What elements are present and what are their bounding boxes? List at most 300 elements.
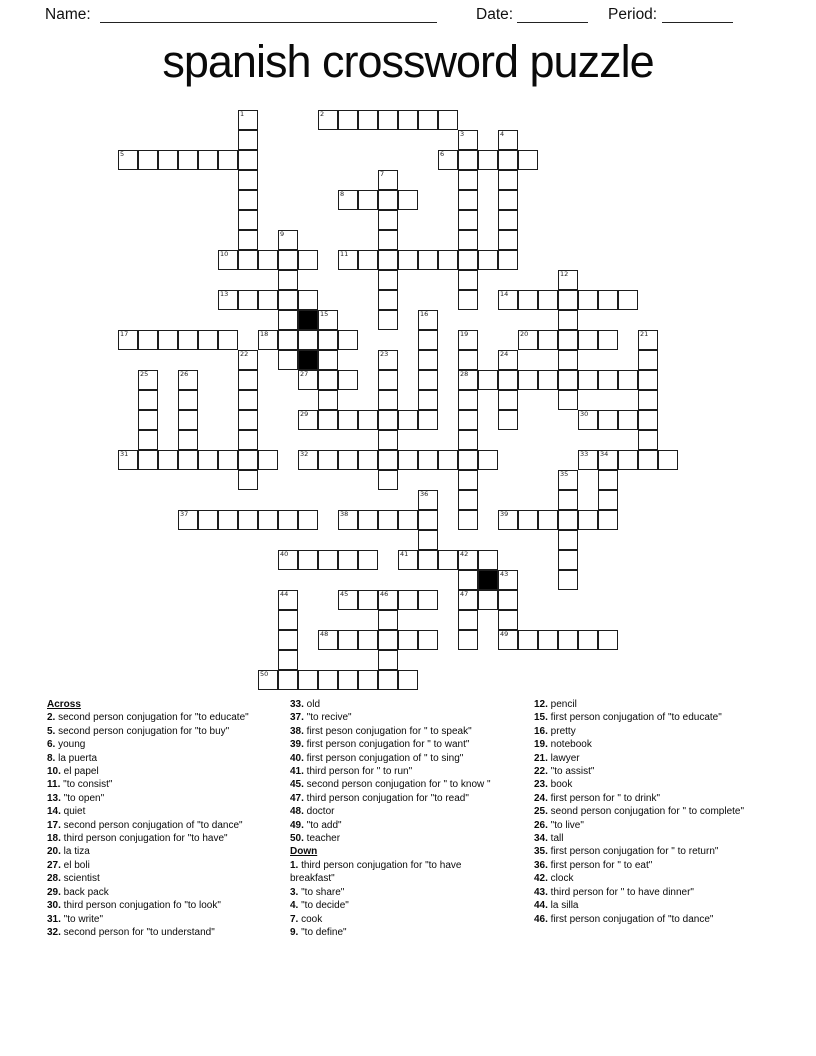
- grid-cell[interactable]: [558, 630, 578, 650]
- grid-cell[interactable]: [538, 630, 558, 650]
- grid-cell[interactable]: [458, 350, 478, 370]
- grid-cell[interactable]: [318, 370, 338, 390]
- grid-cell[interactable]: [258, 510, 278, 530]
- grid-cell[interactable]: [518, 150, 538, 170]
- grid-cell[interactable]: [318, 670, 338, 690]
- grid-cell[interactable]: [138, 450, 158, 470]
- grid-cell[interactable]: [458, 270, 478, 290]
- grid-cell[interactable]: [398, 410, 418, 430]
- grid-cell[interactable]: [118, 330, 138, 350]
- clue-item: 13. "to open": [47, 792, 105, 804]
- grid-cell[interactable]: [238, 210, 258, 230]
- grid-cell[interactable]: [258, 250, 278, 270]
- grid-cell[interactable]: [598, 450, 618, 470]
- grid-cell[interactable]: [558, 470, 578, 490]
- grid-cell[interactable]: [578, 330, 598, 350]
- grid-cell[interactable]: [638, 450, 658, 470]
- grid-cell[interactable]: [538, 330, 558, 350]
- clue-item: 10. el papel: [47, 766, 99, 778]
- grid-cell[interactable]: [458, 510, 478, 530]
- grid-cell[interactable]: [598, 330, 618, 350]
- grid-cell[interactable]: [418, 630, 438, 650]
- clue-item: 32. second person for "to understand": [47, 926, 215, 938]
- grid-cell[interactable]: [638, 330, 658, 350]
- grid-cell[interactable]: [418, 530, 438, 550]
- grid-cell[interactable]: [598, 370, 618, 390]
- grid-cell[interactable]: [378, 650, 398, 670]
- grid-cell[interactable]: [238, 510, 258, 530]
- grid-cell[interactable]: [418, 110, 438, 130]
- grid-cell[interactable]: [598, 470, 618, 490]
- grid-cell[interactable]: [238, 190, 258, 210]
- grid-cell[interactable]: [238, 130, 258, 150]
- grid-cell[interactable]: [598, 630, 618, 650]
- grid-cell[interactable]: [558, 370, 578, 390]
- grid-cell[interactable]: [458, 190, 478, 210]
- grid-cell[interactable]: [358, 110, 378, 130]
- grid-cell[interactable]: [638, 370, 658, 390]
- grid-cell[interactable]: [218, 450, 238, 470]
- grid-cell[interactable]: [498, 170, 518, 190]
- grid-cell[interactable]: [398, 110, 418, 130]
- grid-cell[interactable]: [438, 450, 458, 470]
- grid-cell[interactable]: [458, 210, 478, 230]
- grid-cell[interactable]: [578, 450, 598, 470]
- grid-cell[interactable]: [558, 510, 578, 530]
- grid-cell[interactable]: [358, 510, 378, 530]
- grid-cell[interactable]: [378, 230, 398, 250]
- grid-cell[interactable]: [178, 430, 198, 450]
- grid-cell[interactable]: [498, 230, 518, 250]
- grid-cell[interactable]: [378, 310, 398, 330]
- grid-cell[interactable]: [378, 250, 398, 270]
- grid-cell[interactable]: [318, 550, 338, 570]
- grid-cell[interactable]: [398, 670, 418, 690]
- grid-cell[interactable]: [178, 150, 198, 170]
- cell-number: 5: [120, 150, 125, 158]
- grid-cell[interactable]: [558, 490, 578, 510]
- grid-cell[interactable]: [218, 510, 238, 530]
- grid-cell[interactable]: [478, 250, 498, 270]
- grid-cell[interactable]: [338, 110, 358, 130]
- grid-cell[interactable]: [378, 170, 398, 190]
- grid-cell[interactable]: [318, 310, 338, 330]
- grid-cell[interactable]: [278, 290, 298, 310]
- grid-cell[interactable]: [158, 450, 178, 470]
- grid-cell[interactable]: [498, 410, 518, 430]
- grid-cell[interactable]: [438, 550, 458, 570]
- clue-item: 41. third person for " to run": [290, 766, 413, 778]
- page-title: spanish crossword puzzle: [162, 36, 654, 87]
- grid-cell[interactable]: [358, 190, 378, 210]
- black-cell: [478, 570, 498, 590]
- clue-item: 27. el boli: [47, 859, 90, 871]
- clue-item: 6. young: [47, 739, 86, 751]
- grid-cell[interactable]: [338, 670, 358, 690]
- cell-number: 36: [420, 490, 429, 498]
- grid-cell[interactable]: [278, 230, 298, 250]
- grid-cell[interactable]: [118, 450, 138, 470]
- grid-cell[interactable]: [398, 450, 418, 470]
- cell-number: 17: [120, 330, 129, 338]
- grid-cell[interactable]: [178, 410, 198, 430]
- grid-cell[interactable]: [498, 570, 518, 590]
- black-cell: [298, 350, 318, 370]
- cell-number: 49: [500, 630, 509, 638]
- grid-cell[interactable]: [398, 510, 418, 530]
- grid-cell[interactable]: [258, 450, 278, 470]
- grid-cell[interactable]: [298, 670, 318, 690]
- grid-cell[interactable]: [318, 630, 338, 650]
- grid-cell[interactable]: [518, 510, 538, 530]
- grid-cell[interactable]: [338, 450, 358, 470]
- grid-cell[interactable]: [558, 350, 578, 370]
- grid-cell[interactable]: [558, 330, 578, 350]
- grid-cell[interactable]: [238, 250, 258, 270]
- grid-cell[interactable]: [298, 450, 318, 470]
- grid-cell[interactable]: [338, 550, 358, 570]
- grid-cell[interactable]: [218, 250, 238, 270]
- grid-cell[interactable]: [518, 290, 538, 310]
- cell-number: 19: [460, 330, 469, 338]
- grid-cell[interactable]: [598, 510, 618, 530]
- grid-cell[interactable]: [398, 190, 418, 210]
- cell-number: 15: [320, 310, 329, 318]
- grid-cell[interactable]: [318, 110, 338, 130]
- grid-cell[interactable]: [118, 150, 138, 170]
- grid-cell[interactable]: [478, 150, 498, 170]
- grid-cell[interactable]: [578, 630, 598, 650]
- grid-cell[interactable]: [418, 590, 438, 610]
- across-header: Across: [47, 699, 81, 710]
- grid-cell[interactable]: [318, 450, 338, 470]
- grid-cell[interactable]: [518, 370, 538, 390]
- grid-cell[interactable]: [338, 630, 358, 650]
- grid-cell[interactable]: [498, 210, 518, 230]
- grid-cell[interactable]: [238, 430, 258, 450]
- clue-column-middle: [290, 698, 505, 939]
- grid-cell[interactable]: [658, 450, 678, 470]
- grid-cell[interactable]: [358, 670, 378, 690]
- grid-cell[interactable]: [498, 510, 518, 530]
- grid-cell[interactable]: [258, 330, 278, 350]
- grid-cell[interactable]: [518, 330, 538, 350]
- grid-cell[interactable]: [238, 110, 258, 130]
- grid-cell[interactable]: [318, 390, 338, 410]
- clue-item: 7. cook: [290, 913, 323, 925]
- grid-cell[interactable]: [498, 290, 518, 310]
- grid-cell[interactable]: [478, 450, 498, 470]
- grid-cell[interactable]: [458, 490, 478, 510]
- grid-cell[interactable]: [498, 250, 518, 270]
- grid-cell[interactable]: [598, 290, 618, 310]
- grid-cell[interactable]: [618, 370, 638, 390]
- grid-cell[interactable]: [458, 390, 478, 410]
- grid-cell[interactable]: [458, 130, 478, 150]
- grid-cell[interactable]: [378, 390, 398, 410]
- grid-cell[interactable]: [218, 330, 238, 350]
- grid-cell[interactable]: [458, 450, 478, 470]
- grid-cell[interactable]: [578, 290, 598, 310]
- grid-cell[interactable]: [378, 510, 398, 530]
- grid-cell[interactable]: [438, 150, 458, 170]
- grid-cell[interactable]: [498, 610, 518, 630]
- grid-cell[interactable]: [378, 190, 398, 210]
- cell-number: 43: [500, 570, 509, 578]
- grid-cell[interactable]: [278, 350, 298, 370]
- grid-cell[interactable]: [558, 530, 578, 550]
- grid-cell[interactable]: [218, 150, 238, 170]
- grid-cell[interactable]: [418, 450, 438, 470]
- grid-cell[interactable]: [238, 470, 258, 490]
- grid-cell[interactable]: [358, 250, 378, 270]
- grid-cell[interactable]: [458, 590, 478, 610]
- grid-cell[interactable]: [498, 630, 518, 650]
- grid-cell[interactable]: [438, 110, 458, 130]
- grid-cell[interactable]: [138, 410, 158, 430]
- grid-cell[interactable]: [238, 450, 258, 470]
- grid-cell[interactable]: [478, 370, 498, 390]
- grid-cell[interactable]: [458, 410, 478, 430]
- grid-cell[interactable]: [378, 370, 398, 390]
- grid-cell[interactable]: [418, 390, 438, 410]
- grid-cell[interactable]: [218, 290, 238, 310]
- grid-cell[interactable]: [458, 150, 478, 170]
- grid-cell[interactable]: [278, 670, 298, 690]
- grid-cell[interactable]: [398, 590, 418, 610]
- grid-cell[interactable]: [498, 370, 518, 390]
- grid-cell[interactable]: [478, 550, 498, 570]
- grid-cell[interactable]: [298, 410, 318, 430]
- grid-cell[interactable]: [538, 290, 558, 310]
- grid-cell[interactable]: [398, 550, 418, 570]
- grid-cell[interactable]: [378, 590, 398, 610]
- grid-cell[interactable]: [458, 430, 478, 450]
- grid-cell[interactable]: [558, 310, 578, 330]
- grid-cell[interactable]: [138, 150, 158, 170]
- cell-number: 29: [300, 410, 309, 418]
- grid-cell[interactable]: [458, 170, 478, 190]
- grid-cell[interactable]: [238, 350, 258, 370]
- grid-cell[interactable]: [338, 590, 358, 610]
- grid-cell[interactable]: [138, 330, 158, 350]
- grid-cell[interactable]: [538, 370, 558, 390]
- grid-cell[interactable]: [298, 290, 318, 310]
- date-label: Date:: [476, 6, 514, 23]
- grid-cell[interactable]: [458, 290, 478, 310]
- grid-cell[interactable]: [178, 450, 198, 470]
- grid-cell[interactable]: [618, 450, 638, 470]
- grid-cell[interactable]: [418, 490, 438, 510]
- grid-cell[interactable]: [198, 150, 218, 170]
- grid-cell[interactable]: [178, 390, 198, 410]
- grid-cell[interactable]: [598, 410, 618, 430]
- grid-cell[interactable]: [598, 490, 618, 510]
- grid-cell[interactable]: [238, 150, 258, 170]
- grid-cell[interactable]: [138, 430, 158, 450]
- grid-cell[interactable]: [338, 330, 358, 350]
- cell-number: 39: [500, 510, 509, 518]
- grid-cell[interactable]: [318, 410, 338, 430]
- grid-cell[interactable]: [338, 410, 358, 430]
- clue-item: 35. first person conjugation for " to return": [534, 846, 719, 858]
- grid-cell[interactable]: [198, 330, 218, 350]
- grid-cell[interactable]: [418, 370, 438, 390]
- grid-cell[interactable]: [278, 510, 298, 530]
- grid-cell[interactable]: [458, 630, 478, 650]
- grid-cell[interactable]: [458, 610, 478, 630]
- grid-cell[interactable]: [638, 350, 658, 370]
- grid-cell[interactable]: [458, 330, 478, 350]
- grid-cell[interactable]: [298, 550, 318, 570]
- grid-cell[interactable]: [458, 370, 478, 390]
- grid-cell[interactable]: [278, 310, 298, 330]
- grid-cell[interactable]: [458, 570, 478, 590]
- grid-cell[interactable]: [298, 330, 318, 350]
- cell-number: 34: [600, 450, 609, 458]
- grid-cell[interactable]: [298, 510, 318, 530]
- grid-cell[interactable]: [338, 190, 358, 210]
- cell-number: 44: [280, 590, 289, 598]
- grid-cell[interactable]: [618, 410, 638, 430]
- grid-cell[interactable]: [538, 510, 558, 530]
- grid-cell[interactable]: [458, 550, 478, 570]
- grid-cell[interactable]: [638, 430, 658, 450]
- grid-cell[interactable]: [498, 130, 518, 150]
- grid-cell[interactable]: [558, 290, 578, 310]
- grid-cell[interactable]: [358, 590, 378, 610]
- grid-cell[interactable]: [378, 610, 398, 630]
- clue-item: 16. pretty: [534, 725, 576, 737]
- name-blank-line: [100, 6, 437, 23]
- grid-cell[interactable]: [498, 390, 518, 410]
- cell-number: 30: [580, 410, 589, 418]
- grid-cell[interactable]: [418, 350, 438, 370]
- grid-cell[interactable]: [238, 370, 258, 390]
- grid-cell[interactable]: [278, 550, 298, 570]
- grid-cell[interactable]: [258, 670, 278, 690]
- grid-cell[interactable]: [278, 650, 298, 670]
- grid-cell[interactable]: [138, 390, 158, 410]
- grid-cell[interactable]: [178, 330, 198, 350]
- grid-cell[interactable]: [138, 370, 158, 390]
- grid-cell[interactable]: [638, 390, 658, 410]
- grid-cell[interactable]: [378, 210, 398, 230]
- grid-cell[interactable]: [618, 290, 638, 310]
- grid-cell[interactable]: [418, 550, 438, 570]
- grid-cell[interactable]: [438, 250, 458, 270]
- grid-cell[interactable]: [278, 330, 298, 350]
- grid-cell[interactable]: [278, 630, 298, 650]
- grid-cell[interactable]: [378, 350, 398, 370]
- grid-cell[interactable]: [378, 430, 398, 450]
- grid-cell[interactable]: [358, 410, 378, 430]
- grid-cell[interactable]: [558, 570, 578, 590]
- grid-cell[interactable]: [298, 370, 318, 390]
- grid-cell[interactable]: [238, 390, 258, 410]
- cell-number: 50: [260, 670, 269, 678]
- grid-cell[interactable]: [358, 550, 378, 570]
- grid-cell[interactable]: [498, 150, 518, 170]
- grid-cell[interactable]: [198, 510, 218, 530]
- grid-cell[interactable]: [358, 630, 378, 650]
- grid-cell[interactable]: [378, 470, 398, 490]
- clue-item: 25. seond person conjugation for " to complete": [534, 806, 745, 818]
- clue-item: 14. quiet: [47, 806, 86, 818]
- grid-cell[interactable]: [338, 250, 358, 270]
- grid-cell[interactable]: [378, 110, 398, 130]
- grid-cell[interactable]: [558, 390, 578, 410]
- grid-cell[interactable]: [318, 350, 338, 370]
- grid-cell[interactable]: [278, 250, 298, 270]
- grid-cell[interactable]: [378, 630, 398, 650]
- grid-cell[interactable]: [278, 610, 298, 630]
- grid-cell[interactable]: [498, 590, 518, 610]
- clue-item: 37. "to recive": [290, 712, 352, 724]
- grid-cell[interactable]: [378, 450, 398, 470]
- grid-cell[interactable]: [238, 410, 258, 430]
- grid-cell[interactable]: [358, 450, 378, 470]
- grid-cell[interactable]: [458, 230, 478, 250]
- grid-cell[interactable]: [458, 470, 478, 490]
- clue-item: 50. teacher: [290, 833, 341, 845]
- grid-cell[interactable]: [298, 250, 318, 270]
- grid-cell[interactable]: [418, 410, 438, 430]
- clue-item: 47. third person conjugation for "to read": [290, 792, 469, 804]
- grid-cell[interactable]: [198, 450, 218, 470]
- grid-cell[interactable]: [578, 370, 598, 390]
- grid-cell[interactable]: [418, 250, 438, 270]
- grid-cell[interactable]: [378, 670, 398, 690]
- grid-cell[interactable]: [398, 630, 418, 650]
- grid-cell[interactable]: [278, 270, 298, 290]
- grid-cell[interactable]: [418, 330, 438, 350]
- grid-cell[interactable]: [338, 510, 358, 530]
- grid-cell[interactable]: [238, 290, 258, 310]
- grid-cell[interactable]: [578, 510, 598, 530]
- grid-cell[interactable]: [378, 290, 398, 310]
- grid-cell[interactable]: [378, 410, 398, 430]
- grid-cell[interactable]: [418, 310, 438, 330]
- cell-number: 20: [520, 330, 529, 338]
- grid-cell[interactable]: [558, 270, 578, 290]
- grid-cell[interactable]: [158, 330, 178, 350]
- grid-cell[interactable]: [178, 510, 198, 530]
- grid-cell[interactable]: [178, 370, 198, 390]
- grid-cell[interactable]: [418, 510, 438, 530]
- grid-cell[interactable]: [238, 170, 258, 190]
- grid-cell[interactable]: [478, 590, 498, 610]
- grid-cell[interactable]: [578, 410, 598, 430]
- grid-cell[interactable]: [318, 330, 338, 350]
- grid-cell[interactable]: [458, 250, 478, 270]
- grid-cell[interactable]: [238, 230, 258, 250]
- grid-cell[interactable]: [278, 590, 298, 610]
- cell-number: 28: [460, 370, 469, 378]
- grid-cell[interactable]: [158, 150, 178, 170]
- grid-cell[interactable]: [498, 190, 518, 210]
- grid-cell[interactable]: [258, 290, 278, 310]
- cell-number: 6: [440, 150, 445, 158]
- grid-cell[interactable]: [498, 350, 518, 370]
- grid-cell[interactable]: [378, 270, 398, 290]
- grid-cell[interactable]: [638, 410, 658, 430]
- grid-cell[interactable]: [558, 550, 578, 570]
- cell-number: 48: [320, 630, 329, 638]
- grid-cell[interactable]: [398, 250, 418, 270]
- grid-cell[interactable]: [338, 370, 358, 390]
- grid-cell[interactable]: [518, 630, 538, 650]
